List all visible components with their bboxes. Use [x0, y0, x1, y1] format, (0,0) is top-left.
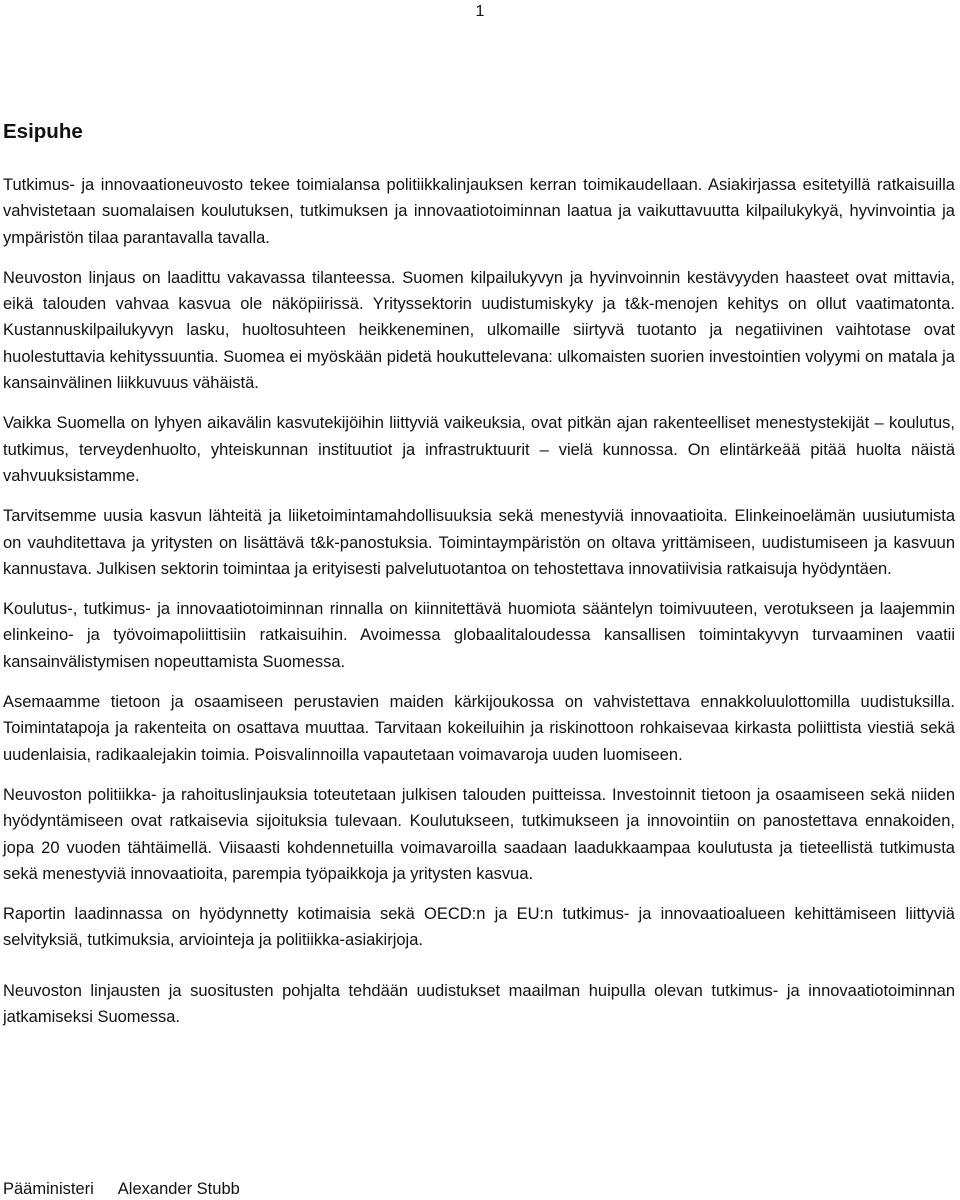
paragraph-reforms: Asemaamme tietoon ja osaamiseen perustavien maiden kärkijoukossa on vahvistettava ennakkoluulottomilla uudistuksilla. Toimintatapoja ja rakenteita on osattava muuttaa. Tarvitaan kokeiluihin ja riskinottoon rohkaisevaa kirkasta poliittista viestiä sekä uudenlaisia, radikaalejakin toimia. Poisvalinnoilla vapautetaan voimavaroja uuden luomiseen.	[3, 693, 955, 764]
paragraph-sources: Raportin laadinnassa on hyödynnetty kotimaisia sekä OECD:n ja EU:n tutkimus- ja innovaatioalueen kehittämiseen liittyviä selvityksiä, tutkimuksia, arviointeja ja politiikka-asiakirjoja.	[3, 905, 955, 950]
paragraph-regulation: Koulutus-, tutkimus- ja innovaatiotoiminnan rinnalla on kiinnitettävä huomiota sääntelyn toimivuuteen, verotukseen ja laajemmin elinkeino- ja työvoimapoliittisiin ratkaisuihin. Avoimessa globaalitaloudessa kansallisen toimintakyvyn turvaaminen vaatii kansainvälistymisen nopeuttamista Suomessa.	[3, 600, 955, 671]
paragraph-investments: Neuvoston politiikka- ja rahoituslinjauksia toteutetaan julkisen talouden puitteissa. Investoinnit tietoon ja osaamiseen sekä niiden hyödyntämiseen ovat ratkaisevia sijoituksia tulevaan. Koulutukseen, tutkimukseen ja innovointiin on panostettava ennakoiden, jopa 20 vuoden tähtäimellä. Viisaasti kohdennetuilla voimavaroilla saadaan laadukkaampaa koulutusta ja tieteellistä tutkimusta sekä menestyviä innovaatioita, parempia työpaikkoja ja yritysten kasvua.	[3, 785, 955, 883]
document-body	[3, 118, 955, 1030]
paragraph-growth: Tarvitsemme uusia kasvun lähteitä ja liiketoimintamahdollisuuksia sekä menestyviä innovaatioita. Elinkeinoelämän uusiutumista on vauhditettava ja yritysten on lisättävä t&k-panostuksia. Toimintaympäristön on oltava yrittämiseen, uudistumiseen ja kasvuun kannustava. Julkisen sektorin toimintaa ja erityisesti palvelutuotantoa on tehostettava innovatiivisia ratkaisuja hyödyntäen.	[3, 507, 955, 578]
paragraph-strengths: Vaikka Suomella on lyhyen aikavälin kasvutekijöihin liittyviä vaikeuksia, ovat pitkän ajan rakenteelliset menestystekijät – koulutus, tutkimus, terveydenhuolto, yhteiskunnan instituutiot ja infrastruktuurit – vielä kunnossa. On elintärkeää pitää huolta näistä vahvuuksistamme.	[3, 414, 955, 485]
page-title: Esipuhe	[3, 120, 83, 143]
signature-block	[3, 1178, 240, 1200]
paragraph-intro: Tutkimus- ja innovaationeuvosto tekee toimialansa politiikkalinjauksen kerran toimikaudellaan. Asiakirjassa esitetyillä ratkaisuilla vahvistetaan suomalaisen koulutuksen, tutkimuksen ja innovaatiotoiminnan laatua ja vaikuttavuutta kilpailukykyä, hyvinvointia ja ympäristön tilaa parantavalla tavalla.	[3, 176, 955, 247]
paragraph-situation: Neuvoston linjaus on laadittu vakavassa tilanteessa. Suomen kilpailukyvyn ja hyvinvoinnin kestävyyden haasteet ovat mittavia, eikä talouden vahvaa kasvua ole näköpiirissä. Yrityssektorin uudistumiskyky ja t&k-menojen kehitys on ollut vaatimatonta. Kustannuskilpailukyvyn lasku, huoltosuhteen heikkeneminen, ulkomaille siirtyvä tuotanto ja negatiivinen vaihtotase ovat huolestuttavia kehityssuuntia. Suomea ei myöskään pidetä houkuttelevana: ulkomaisten suorien investointien volyymi on matala ja kansainvälinen liikkuvuus vähäistä.	[3, 268, 955, 393]
paragraph-conclusion: Neuvoston linjausten ja suositusten pohjalta tehdään uudistukset maailman huipulla olevan tutkimus- ja innovaatiotoiminnan jatkamiseksi Suomessa.	[3, 981, 955, 1027]
signature-title: Pääministeri	[3, 1180, 94, 1198]
page-number: 1	[475, 3, 485, 20]
signature-name: Alexander Stubb	[117, 1180, 240, 1198]
